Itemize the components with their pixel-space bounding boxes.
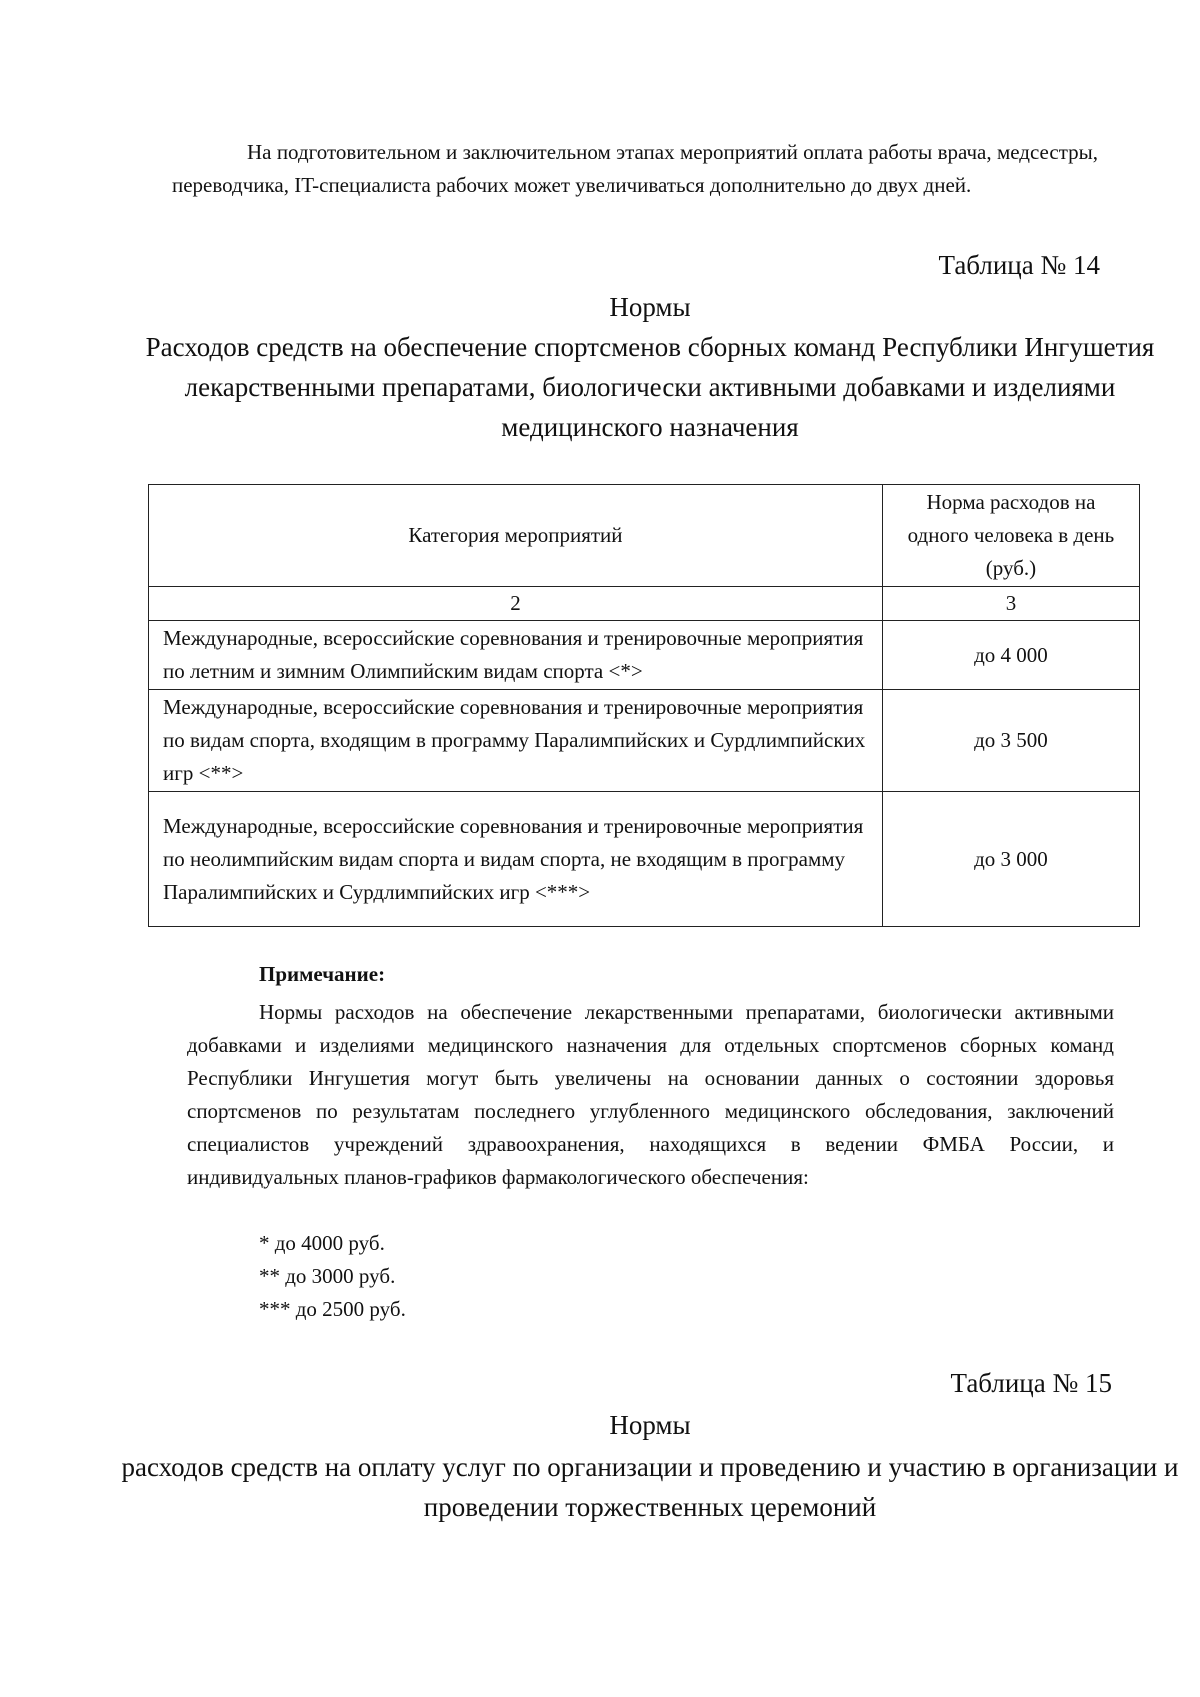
footnote-item: *** до 2500 руб. xyxy=(259,1297,406,1321)
column-number-norm: 3 xyxy=(882,587,1139,621)
row-norm: до 4 000 xyxy=(882,621,1139,690)
table-header-row xyxy=(149,485,1140,587)
row-norm: до 3 000 xyxy=(882,792,1139,927)
row-norm: до 3 500 xyxy=(882,690,1139,792)
table-15-label: Таблица № 15 xyxy=(950,1368,1112,1398)
table-row xyxy=(149,621,1140,690)
row-category: Международные, всероссийские соревнования и тренировочные мероприятия по неолимпийским видам спорта и видам спорта, не входящим в программу Паралимпийских и Сурдлимпийских игр <***> xyxy=(149,792,883,927)
table-row xyxy=(149,690,1140,792)
header-norm: Норма расходов на одного человека в день (руб.) xyxy=(882,485,1139,587)
norms-table xyxy=(148,484,1140,927)
table-14-title: Нормы xyxy=(609,292,691,322)
footnote-item: * до 4000 руб. xyxy=(259,1231,385,1255)
note-label: Примечание: xyxy=(259,962,386,986)
table-14-subtitle: Расходов средств на обеспечение спортсменов сборных команд Республики Ингушетия лекарственными препаратами, биологически активными добавками и изделиями медицинского назначения xyxy=(145,332,1155,442)
table-row xyxy=(149,792,1140,927)
column-number-row xyxy=(149,587,1140,621)
row-category: Международные, всероссийские соревнования и тренировочные мероприятия по видам спорта, входящим в программу Паралимпийских и Сурдлимпийских игр <**> xyxy=(149,690,883,792)
table-15-title: Нормы xyxy=(609,1410,691,1440)
row-category: Международные, всероссийские соревнования и тренировочные мероприятия по летним и зимним Олимпийским видам спорта <*> xyxy=(149,621,883,690)
footnote-item: ** до 3000 руб. xyxy=(259,1264,396,1288)
header-category: Категория мероприятий xyxy=(149,485,883,587)
footnote-list xyxy=(259,1227,406,1326)
column-number-category: 2 xyxy=(149,587,883,621)
table-15-subtitle: расходов средств на оплату услуг по организации и проведению и участию в организации и проведении торжественных церемоний xyxy=(121,1452,1179,1522)
table-14-label: Таблица № 14 xyxy=(938,250,1100,280)
intro-paragraph: На подготовительном и заключительном этапах мероприятий оплата работы врача, медсестры, переводчика, IT-специалиста рабочих может увеличиваться дополнительно до двух дней. xyxy=(172,140,1098,197)
note-text: Нормы расходов на обеспечение лекарственными препаратами, биологически активными добавками и изделиями медицинского назначения для отдельных спортсменов сборных команд Республики Ингушетия могут быть увеличены на основании данных о состоянии здоровья спортсменов по результатам последнего углубленного медицинского обследования, заключений специалистов учреждений здравоохранения, находящихся в ведении ФМБА России, и индивидуальных планов-графиков фармакологического обеспечения: xyxy=(187,1000,1114,1189)
